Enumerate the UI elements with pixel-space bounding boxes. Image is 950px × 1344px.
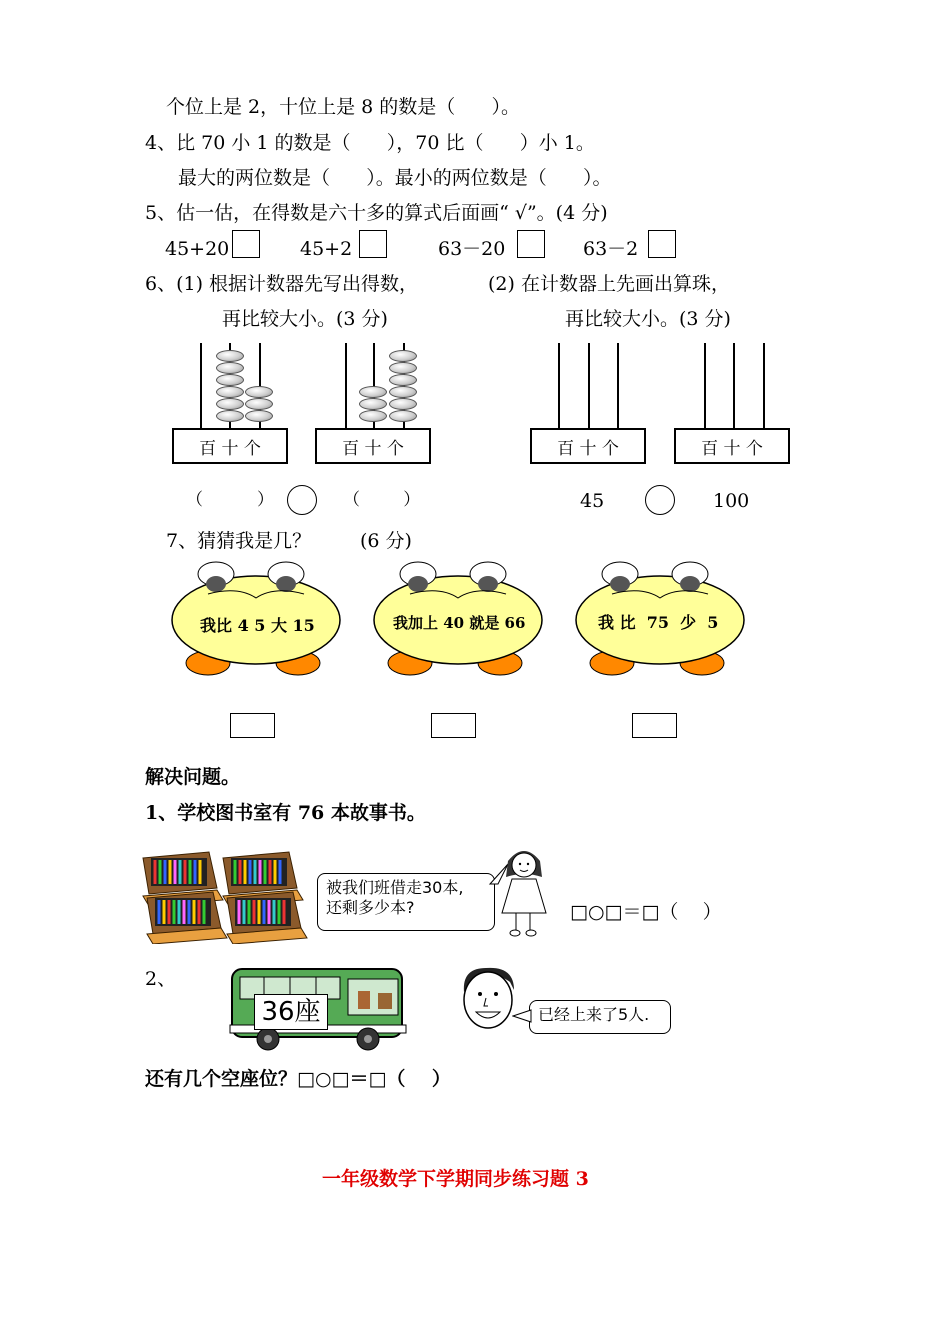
compare-circle-2[interactable] [645, 485, 675, 515]
speech-tail-2 [512, 1008, 532, 1024]
abacus-1-label: 百 十 个 [172, 428, 288, 464]
bus-seat-label: 36座 [254, 994, 328, 1030]
problem-2-question[interactable]: 还有几个空座位？□○□＝□（ ） [145, 1068, 451, 1090]
estimate-2: 45+2 [300, 238, 353, 260]
question-3-tail: 个位上是 2，十位上是 8 的数是（ ）。 [166, 96, 521, 118]
worksheet-title: 一年级数学下学期同步练习题 3 [322, 1168, 589, 1190]
girl-illustration [496, 843, 552, 939]
monster-answer-box-1[interactable] [230, 713, 275, 738]
answer-blank-1[interactable]: （ ） [186, 490, 275, 510]
problem-1-formula[interactable]: □○□＝□（ ） [570, 901, 722, 923]
question-6-score-a: 再比较大小。(3 分) [222, 308, 388, 330]
abacus-3-label: 百 十 个 [530, 428, 646, 464]
section-solve-problems: 解决问题。 [145, 766, 241, 788]
check-box-1[interactable] [232, 230, 260, 258]
estimate-4: 63－2 [583, 238, 639, 260]
check-box-2[interactable] [359, 230, 387, 258]
abacus-2-label: 百 十 个 [315, 428, 431, 464]
monster-1-text: 我比 4 5 大 15 [200, 616, 315, 635]
monster-answer-box-2[interactable] [431, 713, 476, 738]
question-7: 7、猜猜我是几？ [166, 530, 312, 552]
check-box-4[interactable] [648, 230, 676, 258]
compare-value-100: 100 [713, 490, 750, 512]
question-6-part-1: 6、(1) 根据计数器先写出得数， [145, 273, 419, 295]
monster-2-text: 我加上 40 就是 66 [393, 614, 526, 632]
bookshelves-illustration [141, 848, 311, 944]
compare-value-45: 45 [580, 490, 605, 512]
question-6-score-b: 再比较大小。(3 分) [565, 308, 731, 330]
abacus-4-label: 百 十 个 [674, 428, 790, 464]
problem-2: 2、 [145, 968, 177, 990]
speech-bubble-girl: 被我们班借走30本, 还剩多少本? [317, 873, 495, 931]
estimate-1: 45+20 [165, 238, 230, 260]
compare-circle-1[interactable] [287, 485, 317, 515]
estimate-3: 63－20 [438, 238, 506, 260]
check-box-3[interactable] [517, 230, 545, 258]
question-4-part-2: 最大的两位数是（ ）。最小的两位数是（ ）。 [178, 167, 612, 189]
question-5: 5、估一估，在得数是六十多的算式后面画“ √”。(4 分) [145, 202, 608, 224]
question-4: 4、比 70 小 1 的数是（ ），70 比（ ）小 1。 [145, 132, 595, 154]
monster-answer-box-3[interactable] [632, 713, 677, 738]
question-6-part-2: (2) 在计数器上先画出算珠， [488, 273, 730, 295]
answer-blank-2[interactable]: （ ） [343, 490, 421, 510]
problem-1: 1、学校图书室有 76 本故事书。 [145, 802, 426, 824]
monster-3-text: 我 比 75 少 5 [598, 613, 719, 632]
speech-bubble-boy: 已经上来了5人. [529, 1000, 671, 1034]
question-7-score: (6 分) [360, 530, 412, 552]
